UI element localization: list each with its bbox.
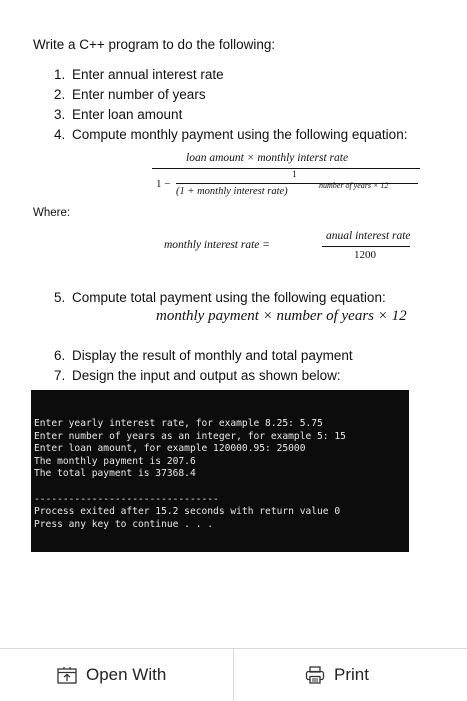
console-separator: -------------------------------- (34, 493, 219, 505)
console-line: Process exited after 15.2 seconds with return value 0 (34, 506, 341, 518)
eq2-numerator: anual interest rate (326, 230, 411, 242)
step-7 (54, 368, 341, 383)
step-3 (54, 107, 182, 122)
eq1-inner-numerator: 1 (292, 170, 297, 180)
footer-divider (233, 649, 234, 701)
open-with-button[interactable] (57, 649, 166, 701)
eq1-prefix: 1 − (156, 178, 171, 190)
eq2-denominator: 1200 (354, 249, 376, 261)
open-with-label: Open With (86, 665, 167, 684)
step-text: Enter number of years (72, 87, 206, 102)
action-bar (0, 648, 467, 701)
step-text: Display the result of monthly and total payment (72, 348, 353, 363)
step-text: Compute monthly payment using the following equation: (72, 127, 408, 142)
step-number: 2. (54, 87, 66, 102)
eq1-exponent: number of years × 12 (319, 181, 389, 190)
step-number: 6. (54, 348, 66, 363)
step-number: 4. (54, 127, 66, 142)
step-text: Enter annual interest rate (72, 67, 224, 82)
intro-text: Write a C++ program to do the following: (33, 37, 276, 52)
step-2 (54, 87, 206, 102)
console-line: Enter yearly interest rate, for example 8.25: 5.75 (34, 418, 323, 429)
print-label: Print (334, 665, 369, 684)
where-label: Where: (33, 207, 71, 219)
print-button[interactable] (305, 649, 369, 701)
step-text: Enter loan amount (72, 107, 183, 122)
eq1-numerator: loan amount × monthly interst rate (186, 152, 349, 164)
eq1-fraction-bar (152, 168, 420, 169)
step-6 (54, 348, 353, 363)
step-text: Design the input and output as shown below: (72, 368, 341, 383)
eq2-fraction-bar (322, 246, 410, 247)
eq1-inner-denominator: (1 + monthly interest rate) (176, 186, 288, 197)
console-line (34, 481, 409, 494)
console-line: Enter number of years as an integer, for example 5: 15 (34, 430, 346, 442)
total-payment-equation: monthly payment × number of years × 12 (156, 308, 407, 324)
step-number: 7. (54, 368, 66, 383)
eq2-lhs: monthly interest rate = (164, 239, 271, 251)
console-line: The total payment is 37368.4 (34, 468, 196, 480)
step-5 (54, 290, 386, 305)
printer-icon (305, 666, 325, 684)
open-with-icon (57, 666, 77, 684)
console-line: Press any key to continue . . . (34, 518, 214, 530)
step-text: Compute total payment using the following equation: (72, 290, 386, 305)
console-line: The monthly payment is 207.6 (34, 455, 196, 467)
console-output (31, 390, 409, 552)
step-number: 1. (54, 67, 66, 82)
step-number: 3. (54, 107, 66, 122)
step-1 (54, 67, 224, 82)
step-number: 5. (54, 290, 66, 305)
step-4 (54, 127, 407, 142)
console-line: Enter loan amount, for example 120000.95: 25000 (34, 443, 306, 455)
